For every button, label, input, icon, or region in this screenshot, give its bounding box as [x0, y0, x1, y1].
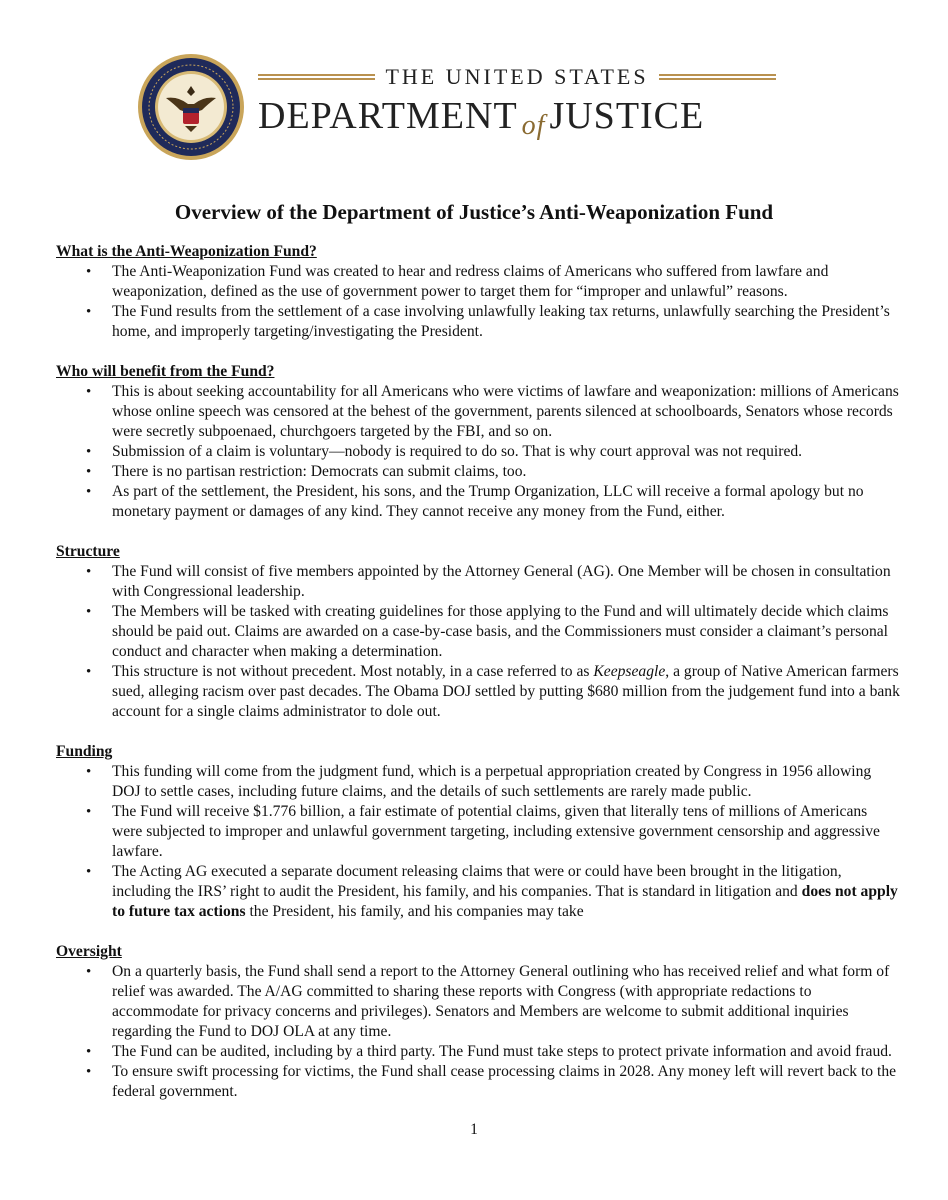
bold-emphasis: does not apply to future tax actions — [112, 883, 898, 920]
bullet-item: • The Fund can be audited, including by a third party. The Fund must take steps to protect private information and avoid fraud. — [56, 1042, 901, 1062]
section-oversight — [56, 942, 901, 1102]
letterhead-of: of — [521, 110, 546, 141]
page-number: 1 — [470, 1121, 478, 1138]
bullet-list — [56, 262, 901, 342]
bullet-item: • Submission of a claim is voluntary—nobody is required to do so. That is why court approval was not required. — [56, 442, 901, 462]
bullet-list — [56, 762, 901, 922]
bullet-item: • The Fund results from the settlement of a case involving unlawfully leaking tax returns, unlawfully searching the President’s home, and improperly targeting/investigating the President. — [56, 302, 901, 342]
section-who-benefits — [56, 362, 901, 522]
bullet-item: • This is about seeking accountability for all Americans who were victims of lawfare and weaponization: millions of Americans whose online speech was censored at the behest of the government, parents silenced at schoolboards, Senators whose records were secretly subpoenaed, churchgoers targeted by the FBI, and so on. — [56, 382, 901, 442]
section-structure — [56, 542, 901, 722]
bullet-item: • The Fund will consist of five members appointed by the Attorney General (AG). One Member will be chosen in consultation with Congressional leadership. — [56, 562, 901, 602]
section-funding — [56, 742, 901, 922]
doj-letterhead — [136, 52, 776, 162]
section-heading: Oversight — [56, 943, 122, 960]
bullet-list — [56, 562, 901, 722]
bullet-item: • The Members will be tasked with creating guidelines for those applying to the Fund and will ultimately decide which claims should be paid out. Claims are awarded on a case-by-case basis, and the Commissioners must consider a claimant’s personal conduct and character when making a determination. — [56, 602, 901, 662]
letterhead-department: DEPARTMENT — [258, 95, 518, 137]
bullet-item: • To ensure swift processing for victims, the Fund shall cease processing claims in 2028. Any money left will revert back to the federal government. — [56, 1062, 901, 1102]
section-what-is — [56, 242, 901, 342]
bullet-list — [56, 962, 901, 1102]
doj-seal-icon — [136, 52, 246, 162]
gold-rule-left — [258, 73, 375, 81]
section-heading: What is the Anti-Weaponization Fund? — [56, 243, 317, 260]
bullet-item — [56, 862, 901, 922]
section-heading: Structure — [56, 543, 120, 560]
letterhead-line2 — [258, 94, 776, 142]
letterhead-line1: THE UNITED STATES — [385, 64, 649, 89]
bullet-item: • There is no partisan restriction: Democrats can submit claims, too. — [56, 462, 901, 482]
case-name-keepseagle: Keepseagle — [593, 663, 666, 680]
gold-rule-right — [659, 73, 776, 81]
bullet-text: the President, his family, and his companies may take — [245, 903, 584, 920]
letterhead-wordmark — [258, 64, 776, 142]
letterhead-justice: JUSTICE — [549, 95, 705, 137]
bullet-text: This structure is not without precedent. Most notably, in a case referred to as — [112, 663, 594, 680]
bullet-item: • On a quarterly basis, the Fund shall send a report to the Attorney General outlining who has received relief and what form of relief was awarded. The A/AG committed to sharing these reports with Congress (with appropriate redactions to accommodate for privacy concerns and privileges). Senators and Members are welcome to submit additional inquiries regarding the Fund to DOJ OLA at any time. — [56, 962, 901, 1042]
bullet-item: • This funding will come from the judgment fund, which is a perpetual appropriation created by Congress in 1956 allowing DOJ to settle cases, including future claims, and the details of such settlements are rarely made public. — [56, 762, 901, 802]
bullet-item: • The Fund will receive $1.776 billion, a fair estimate of potential claims, given that literally tens of millions of Americans were subjected to improper and unlawful government targeting, including extensive government censorship and aggressive lawfare. — [56, 802, 901, 862]
bullet-item: • The Anti-Weaponization Fund was created to hear and redress claims of Americans who suffered from lawfare and weaponization, defined as the use of government power to target them for “improper and unlawful” reasons. — [56, 262, 901, 302]
bullet-item: • As part of the settlement, the President, his sons, and the Trump Organization, LLC will receive a formal apology but no monetary payment or damages of any kind. They cannot receive any money from the Fund, either. — [56, 482, 901, 522]
section-heading: Who will benefit from the Fund? — [56, 363, 275, 380]
document-title: Overview of the Department of Justice’s Anti-Weaponization Fund — [174, 200, 774, 224]
bullet-item — [56, 662, 901, 722]
bullet-list — [56, 382, 901, 522]
section-heading: Funding — [56, 743, 113, 760]
bullet-text: The Acting AG executed a separate document releasing claims that were or could have been brought in the litigation, including the IRS’ right to audit the President, his family, and his companies. That is standard in litigation and — [112, 863, 842, 900]
bullet-text: , a group of Native American farmers sued, alleging racism over past decades. The Obama DOJ settled by putting $680 million from the judgement fund into a bank account for a single claims administrator to dole out. — [112, 663, 900, 720]
document-body — [56, 242, 901, 1122]
